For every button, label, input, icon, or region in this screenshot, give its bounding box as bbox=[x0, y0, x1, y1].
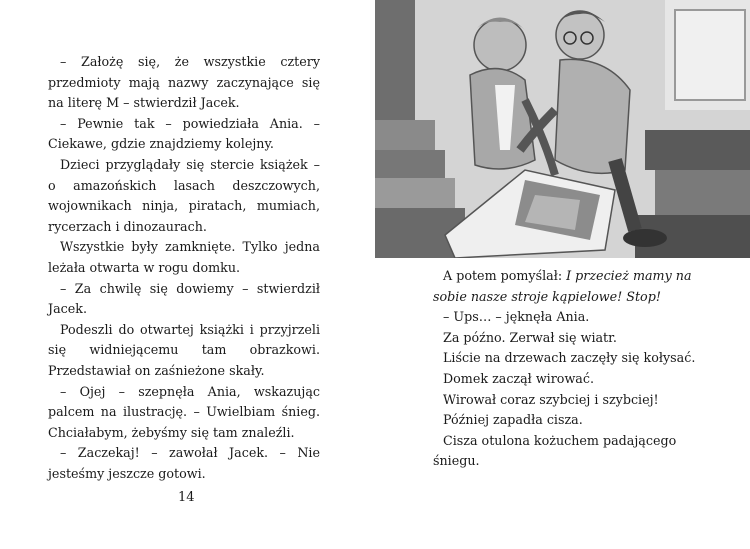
paragraph: Cisza otulona kożuchem padającego śniegu. bbox=[433, 432, 677, 469]
left-page-text bbox=[48, 52, 320, 484]
paragraph: Liście na drzewach zaczęły się kołysać. bbox=[443, 350, 696, 366]
paragraph: Podeszli do otwartej książki i przyjrzeli się widniejącemu tam obrazkowi. Przedstawiał on zaśnieżone skały. bbox=[48, 321, 320, 378]
paragraph: Dzieci przyglądały się stercie książek – o amazońskich lasach deszczowych, wojownikach ninja, piratach, mumiach, rycerzach i dinozaurach. bbox=[48, 156, 320, 234]
page-number: 14 bbox=[178, 490, 195, 505]
right-page bbox=[375, 0, 750, 549]
paragraph: Później zapadła cisza. bbox=[443, 412, 583, 428]
paragraph: – Zaczekaj! – zawołał Jacek. – Nie jesteśmy jeszcze gotowi. bbox=[48, 445, 320, 481]
paragraph: Wirował coraz szybciej i szybciej! bbox=[443, 391, 659, 407]
paragraph: Domek zaczął wirować. bbox=[443, 370, 595, 386]
text-italic: I przecież mamy na sobie nasze stroje kąpielowe! Stop! bbox=[433, 268, 692, 304]
paragraph: – Za chwilę się dowiemy – stwierdził Jacek. bbox=[48, 280, 320, 317]
paragraph: Za późno. Zerwał się wiatr. bbox=[443, 329, 617, 345]
paragraph: – Pewnie tak – powiedziała Ania. – Ciekawe, gdzie znajdziemy kolejny. bbox=[48, 115, 320, 152]
paragraph bbox=[433, 266, 723, 307]
paragraph: Wszystkie były zamknięte. Tylko jedna leżała otwarta w rogu domku. bbox=[48, 239, 320, 275]
illustration-children-with-book bbox=[375, 0, 750, 258]
paragraph: – Ojej – szepnęła Ania, wskazując palcem na ilustrację. – Uwielbiam śnieg. Chciałabym, żebyśmy się tam znaleźli. bbox=[48, 383, 320, 440]
text-plain: A potem pomyślał: bbox=[443, 268, 567, 283]
paragraph: – Założę się, że wszystkie cztery przedmioty mają nazwy zaczynające się na literę M – stwierdził Jacek. bbox=[48, 54, 320, 111]
paragraph: – Ups… – jęknęła Ania. bbox=[443, 309, 590, 325]
right-page-text bbox=[433, 266, 723, 472]
